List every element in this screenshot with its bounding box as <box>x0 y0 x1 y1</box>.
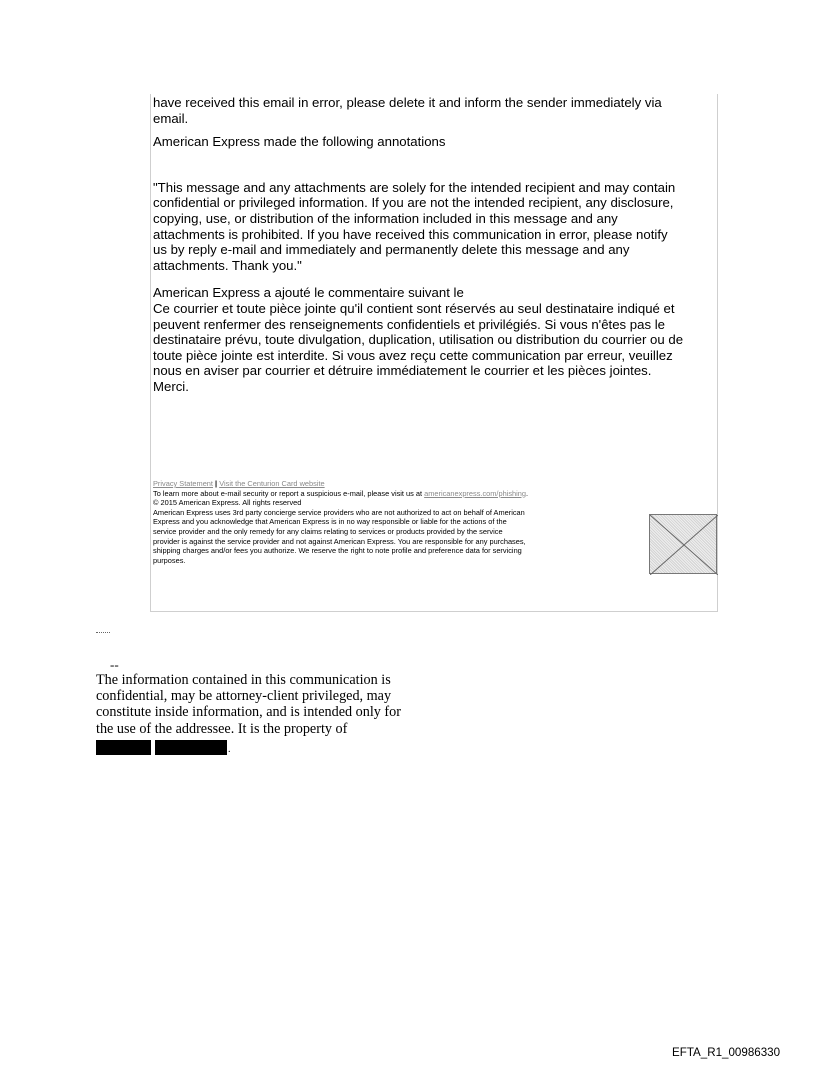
concierge-line: purposes. <box>153 555 186 565</box>
notice-line: Ce courrier et toute pièce jointe qu'il contient sont réservés au seul destinataire indiqué et <box>153 300 675 316</box>
concierge-line: provider is against the service provider and not against American Express. You are responsible for any purchases, <box>153 536 526 546</box>
email-body <box>153 95 719 395</box>
notice-line: copying, use, or distribution of the information included in this message and any <box>153 210 618 226</box>
annotations-intro: American Express made the following annotations <box>153 134 446 150</box>
french-notice <box>153 285 719 394</box>
copyright: © 2015 American Express. All rights reserved <box>153 498 302 508</box>
error-line: have received this email in error, please delete it and inform the sender immediately via <box>153 95 662 110</box>
privacy-statement-link[interactable]: Privacy Statement <box>153 479 213 488</box>
notice-line: attachments is prohibited. If you have received this communication in error, please notify <box>153 226 668 242</box>
notice-line: nous en aviser par courrier et détruire immédiatement le courrier et les pièces jointes. <box>153 363 652 379</box>
redaction-block <box>96 740 151 755</box>
footer-links <box>153 479 719 489</box>
concierge-line: service provider and the only remedy for any claims relating to services or products provided by the service <box>153 526 503 536</box>
security-notice <box>153 489 719 499</box>
concierge-disclaimer <box>153 508 645 566</box>
phishing-link[interactable]: americanexpress.com/phishing <box>424 488 526 498</box>
security-end: . <box>526 488 529 498</box>
signature-dash: -- <box>110 657 119 672</box>
bates-number: EFTA_R1_00986330 <box>672 1046 781 1059</box>
notice-line: confidential or privileged information. If you are not the intended recipient, any disclosure, <box>153 195 674 211</box>
redacted-owner <box>96 739 456 755</box>
disclaimer-line: constitute inside information, and is intended only for <box>96 704 401 721</box>
forwarded-email-frame <box>150 94 718 612</box>
link-separator: | <box>215 479 218 488</box>
error-line: email. <box>153 110 189 126</box>
notice-line: Merci. <box>153 378 189 394</box>
concierge-line: Express and you acknowledge that American Express is in no way responsible or liable for the actions of the <box>153 517 507 527</box>
broken-image-icon <box>649 514 717 574</box>
disclaimer-line: The information contained in this communication is <box>96 672 391 688</box>
separator-dots <box>96 628 110 633</box>
email-footer <box>153 479 719 565</box>
security-text: To learn more about e-mail security or report a suspicious e-mail, please visit us at <box>153 488 423 498</box>
error-paragraph <box>153 95 719 126</box>
concierge-line: shipping charges and/or fees you authorize. We reserve the right to note profile and preference data for servicing <box>153 546 522 556</box>
concierge-line: American Express uses 3rd party concierge service providers who are not authorized to act on behalf of American <box>153 507 525 517</box>
notice-line: toute pièce jointe est interdite. Si vous avez reçu cette communication par erreur, veuillez <box>153 347 673 363</box>
notice-line: "This message and any attachments are solely for the intended recipient and may contain <box>153 179 676 195</box>
disclaimer-period: . <box>228 743 231 755</box>
disclaimer-line: confidential, may be attorney-client privileged, may <box>96 688 392 705</box>
notice-line: attachments. Thank you." <box>153 257 302 273</box>
notice-line: American Express a ajouté le commentaire suivant le <box>153 285 464 301</box>
notice-line: us by reply e-mail and immediately and permanently delete this message and any <box>153 242 630 258</box>
confidentiality-disclaimer <box>96 672 456 755</box>
notice-line: peuvent renfermer des renseignements confidentiels et privilégiés. Si vous n'êtes pas le <box>153 316 665 332</box>
notice-line: destinataire prévu, toute divulgation, duplication, utilisation ou distribution du courrier ou de <box>153 332 684 348</box>
disclaimer-line: the use of the addressee. It is the property of <box>96 720 348 737</box>
redaction-block <box>155 740 227 755</box>
centurion-card-link[interactable]: Visit the Centurion Card website <box>219 479 325 488</box>
english-notice <box>153 180 719 274</box>
